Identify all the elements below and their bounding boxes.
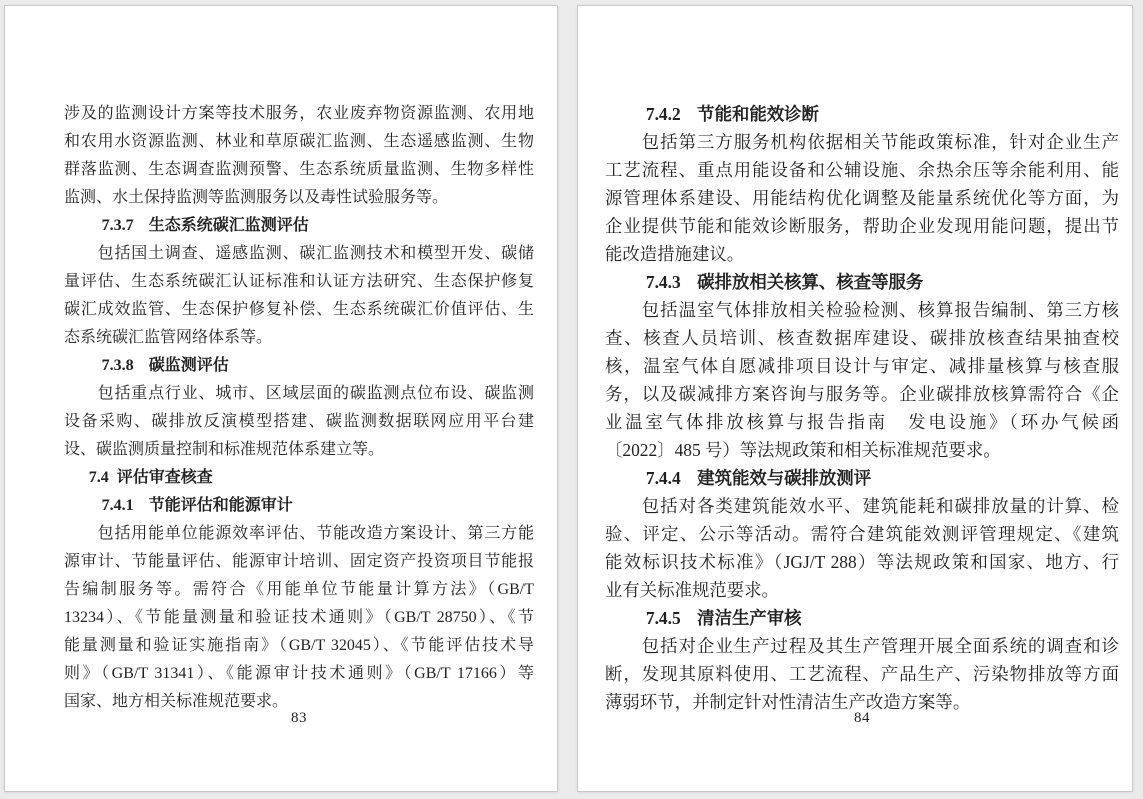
text-line: 断，发现其原料使用、工艺流程、产品生产、污染物排放等方面 [605, 664, 1119, 684]
text-line: 量评估、生态系统碳汇认证标准和认证方法研究、生态保护修复 [64, 273, 534, 290]
text-line: 13234）、《节能量测量和验证技术通则》（GB/T 28750）、《节 [64, 609, 534, 626]
section-number: 7.4.3 [645, 272, 681, 292]
section-number: 7.3.7 [101, 217, 134, 234]
text-line: 包括对企业生产过程及其生产管理开展全面系统的调查和诊 [605, 636, 1119, 656]
section-number: 7.4.4 [645, 468, 681, 488]
text-line: 国家、地方相关标准规范要求。 [64, 693, 289, 710]
text-line: 包括国土调查、遥感监测、碳汇监测技术和模型开发、碳储 [64, 245, 534, 262]
section-title: 节能和能效诊断 [697, 104, 819, 124]
text-line: 企业提供节能和能效诊断服务，帮助企业发现用能问题，提出节 [605, 216, 1119, 236]
text-line: 监测、水土保持监测等监测服务以及毒性试验服务等。 [64, 189, 449, 206]
section-number: 7.4.1 [101, 497, 134, 514]
section-heading [605, 100, 1119, 128]
section-number: 7.4.2 [645, 104, 681, 124]
text-line: 务，以及碳减排方案咨询与服务等。企业碳排放核算需符合《企 [605, 384, 1119, 404]
section-title: 清洁生产审核 [697, 608, 802, 628]
text-line: 业有关标准规范要求。 [605, 580, 779, 600]
section-number: 7.3.8 [101, 357, 134, 374]
section-title: 生态系统碳汇监测评估 [148, 217, 309, 234]
text-line: 包括温室气体排放相关检验检测、核算报告编制、第三方核 [605, 300, 1119, 320]
text-line: 源管理体系建设、用能结构优化调整及能量系统优化等方面，为 [605, 188, 1119, 208]
text-line: 碳汇成效监管、生态保护修复补偿、生态系统碳汇价值评估、生 [64, 301, 534, 318]
section-title: 评估审查核查 [116, 469, 213, 486]
text-line: 则》（GB/T 31341）、《能源审计技术通则》（GB/T 17166）等 [64, 665, 534, 682]
text-line: 包括第三方服务机构依据相关节能政策标准，针对企业生产 [605, 132, 1119, 152]
document-page-84 [577, 5, 1133, 792]
text-line: 源审计、节能量评估、能源审计培训、固定资产投资项目节能报 [64, 553, 534, 570]
page-number: 83 [291, 710, 307, 726]
text-line: 和农用水资源监测、林业和草原碳汇监测、生态遥感监测、生物 [64, 133, 534, 150]
section-heading [64, 352, 534, 380]
text-line: 包括重点行业、城市、区域层面的碳监测点位布设、碳监测 [64, 385, 534, 402]
section-heading [605, 604, 1119, 632]
section-heading [64, 492, 534, 520]
text-line: 核，温室气体自愿减排项目设计与审定、减排量核算与核查服 [605, 356, 1119, 376]
text-line: 涉及的监测设计方案等技术服务，农业废弃物资源监测、农用地 [64, 105, 534, 122]
document-page-83 [4, 5, 558, 792]
text-line: 〔2022〕485 号）等法规政策和相关标准规范要求。 [605, 440, 1001, 460]
text-line: 态系统碳汇监管网络体系等。 [64, 329, 273, 346]
text-line: 验、评定、公示等活动。需符合建筑能效测评管理规定、《建筑 [605, 524, 1119, 544]
page-number: 84 [854, 710, 870, 726]
page-text-body [64, 100, 534, 716]
section-heading [605, 464, 1119, 492]
section-title: 建筑能效与碳排放测评 [697, 468, 872, 488]
text-line: 能效标识技术标准》（JGJ/T 288）等法规政策和国家、地方、行 [605, 552, 1119, 572]
text-line: 设、碳监测质量控制和标准规范体系建立等。 [64, 441, 385, 458]
text-line: 告编制服务等。需符合《用能单位节能量计算方法》（GB/T [64, 581, 534, 598]
text-line: 查、核查人员培训、核查数据库建设、碳排放核查结果抽查校 [605, 328, 1119, 348]
text-line: 包括用能单位能源效率评估、节能改造方案设计、第三方能 [64, 525, 534, 542]
text-line: 包括对各类建筑能效水平、建筑能耗和碳排放量的计算、检 [605, 496, 1119, 516]
section-title: 节能评估和能源审计 [148, 497, 293, 514]
section-heading [64, 212, 534, 240]
text-line: 业温室气体排放核算与报告指南 发电设施》（环办气候函 [605, 412, 1119, 432]
text-line: 设备采购、碳排放反演模型搭建、碳监测数据联网应用平台建 [64, 413, 534, 430]
text-line: 能改造措施建议。 [605, 244, 745, 264]
section-title: 碳监测评估 [148, 357, 229, 374]
section-title: 碳排放相关核算、核查等服务 [697, 272, 924, 292]
section-number: 7.4 [88, 469, 109, 486]
section-heading [64, 464, 534, 492]
section-heading [605, 268, 1119, 296]
text-line: 薄弱环节，并制定针对性清洁生产改造方案等。 [605, 692, 971, 712]
text-line: 群落监测、生态调查监测预警、生态系统质量监测、生物多样性 [64, 161, 534, 178]
text-line: 能量测量和验证实施指南》（GB/T 32045）、《节能评估技术导 [64, 637, 534, 654]
page-text-body [605, 100, 1119, 716]
section-number: 7.4.5 [645, 608, 681, 628]
text-line: 工艺流程、重点用能设备和公辅设施、余热余压等余能利用、能 [605, 160, 1119, 180]
